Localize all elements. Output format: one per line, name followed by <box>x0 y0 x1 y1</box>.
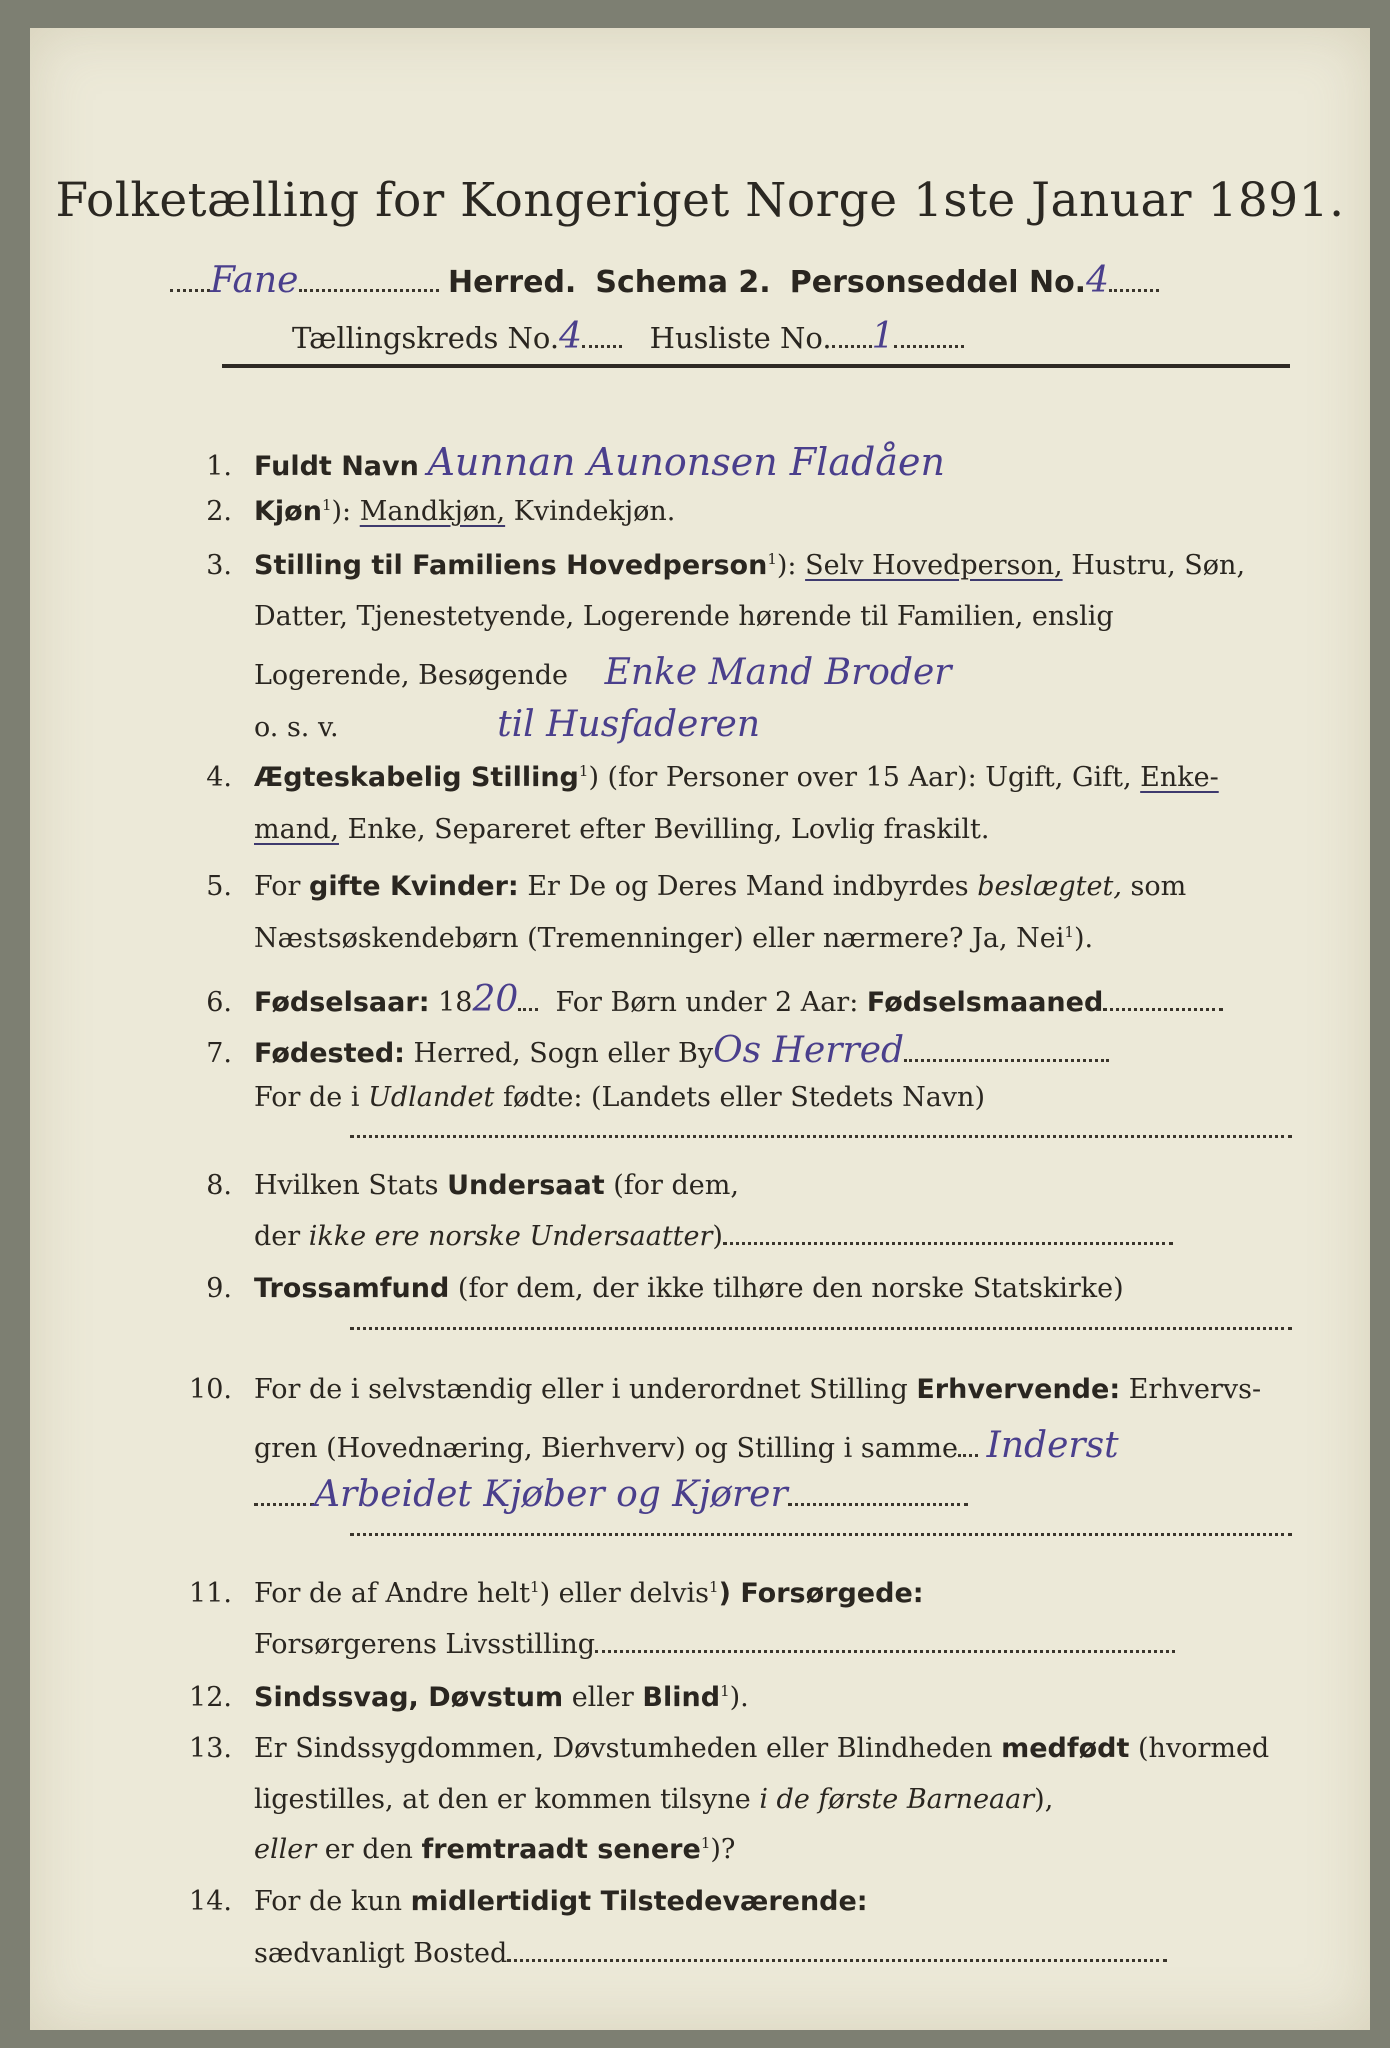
fodselsaar-value: 20 <box>472 979 519 1020</box>
personseddel-label: Personseddel No. <box>789 265 1087 300</box>
taellingskreds-label: Tællingskreds No. <box>292 321 560 355</box>
item-8: 8. Hvilken Stats Undersaat (for dem, <box>206 1170 739 1201</box>
erhverv-value-1: Inderst <box>986 1425 1119 1466</box>
item-12: 12. Sindssvag, Døvstum eller Blind$^1$). <box>189 1682 749 1713</box>
item-9: 9. Trossamfund (for dem, der ikke tilhøre den norske Statskirke) <box>206 1273 1124 1304</box>
item-4: 4. Ægteskabelig Stilling$^1$) (for Personer over 15 Aar): Ugift, Gift, Enke- <box>206 762 1219 793</box>
item-7: 7. Fødested: Herred, Sogn eller ByOs Herred <box>170 1030 1109 1071</box>
header-rule <box>222 364 1290 368</box>
herred-value: Fane <box>210 260 299 301</box>
fodested-value: Os Herred <box>713 1030 905 1071</box>
form-title: Folketælling for Kongeriget Norge 1ste Januar 1891. <box>55 173 1345 228</box>
header-row-herred <box>170 260 1159 301</box>
taellingskreds-value: 4 <box>559 316 583 357</box>
item-14: 14. For de kun midlertidigt Tilstedeværende: <box>189 1886 868 1917</box>
item-3: 3. Stilling til Familiens Hovedperson$^1$): Selv Hovedperson, Hustru, Søn, <box>206 550 1246 581</box>
item-13: 13. Er Sindssygdommen, Døvstumheden eller Blindheden medfødt (hvormed <box>189 1733 1270 1764</box>
header-row-taellingskreds <box>292 316 964 357</box>
stilling-selected: Selv Hovedperson, <box>805 550 1063 581</box>
item-6: 6. Fødselsaar: 1820 For Børn under 2 Aar: Fødselsmaaned <box>170 979 1223 1020</box>
trossamfund-dotted-line <box>350 1326 1292 1330</box>
census-form-page: Folketælling for Kongeriget Norge 1ste Januar 1891. Fane Herred. Schema 2. Personseddel No.4 Tællingskreds No.4 Husliste No. 1 1. Fuldt Navn Aunnan Aunonsen Fladåen 2. Kjøn$^1$): Mandkjøn, Kvindekjøn. 3. Stilling til Familiens Hovedperson$^1$): Selv Hovedperson, Hustru, Søn, Datter, Tjenestetyende, Logerende hørende til Familien, enslig Logerende, Besøgende Enke Mand Broder o. s. v. til Husfaderen 4. Ægteskabelig Stilling$^1$) (for Personer over 15 Aar): Ugift, Gift, Enke- mand, Enke, Separeret efter Bevilling, Lovlig fraskilt. 5. For gifte Kvinder: Er De og Deres Mand indbyrdes beslægtet, som Næstsøskendebørn (Tremenninger) eller nærmere? Ja, Nei$^1$). 6. Fødselsaar: 1820 For Børn under 2 Aar: Fødselsmaaned 7. Fødested: Herred, Sogn eller ByOs Herred For de i Udlandet fødte: (Landets eller Stedets Navn) 8. Hvilken Stats Undersaat (for dem, der ikke ere norske Undersaatter) 9. Trossamfund (for dem, der ikke tilhøre den norske Statskirke) 10. For de i selvstændig eller i underordnet Stilling Erhvervende: Erhvervs- gren (Hovednæring, Bierhverv) og Stilling i samme Inderst Arbeidet Kjøber og Kjører 11. For de af Andre helt$^1$) eller delvis$^1$) Forsørgede: Forsørgerens Livsstilling 12. Sindssvag, Døvstum eller Blind$^1$). 13. Er Sindssygdommen, Døvstumheden eller Blindheden medfødt (hvormed ligestilles, at den er kommen tilsyne i de første Barneaar), eller er den fremtraadt senere$^1$)? 14. For de kun midlertidigt Tilstedeværende: sædvanligt Bosted <box>30 28 1370 2030</box>
item-2: 2. Kjøn$^1$): Mandkjøn, Kvindekjøn. <box>206 496 676 527</box>
udland-dotted-line <box>350 1134 1292 1138</box>
erhverv-dotted-line <box>350 1532 1292 1536</box>
erhverv-value-2: Arbeidet Kjøber og Kjører <box>314 1474 788 1515</box>
fuldt-navn-value: Aunnan Aunonsen Fladåen <box>427 440 945 484</box>
item-5: 5. For gifte Kvinder: Er De og Deres Mand indbyrdes beslægtet, som <box>206 871 1187 902</box>
husliste-value: 1 <box>871 316 895 357</box>
item-10: 10. For de i selvstændig eller i underordnet Stilling Erhvervende: Erhvervs- <box>189 1374 1262 1405</box>
stilling-value-2: til Husfaderen <box>497 704 761 745</box>
herred-label: Herred. <box>448 265 577 300</box>
schema-label: Schema 2. <box>595 265 771 300</box>
kjon-selected: Mandkjøn, <box>359 496 506 527</box>
item-11: 11. For de af Andre helt$^1$) eller delvis$^1$) Forsørgede: <box>189 1578 924 1609</box>
personseddel-value: 4 <box>1086 260 1109 301</box>
item-1: 1. Fuldt Navn Aunnan Aunonsen Fladåen <box>206 440 945 484</box>
stilling-value-1: Enke Mand Broder <box>604 652 952 693</box>
husliste-label: Husliste No. <box>649 321 832 355</box>
fuldt-navn-label: Fuldt Navn <box>254 451 419 482</box>
